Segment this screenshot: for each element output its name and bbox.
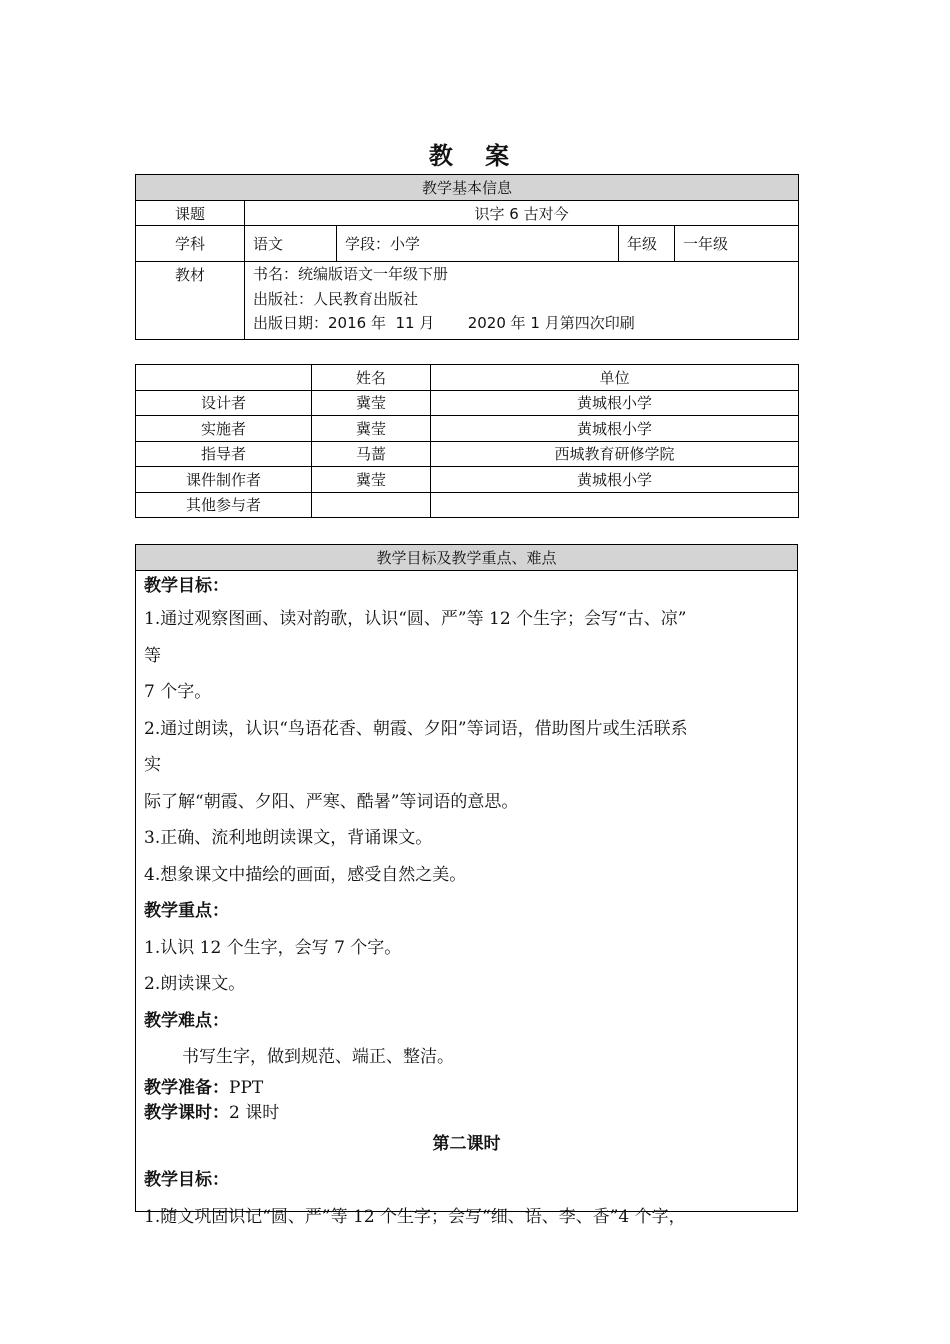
goal-line: 实 [144,755,161,775]
goal-line: 7 个字。 [144,682,212,702]
unit-cell: 黄城根小学 [431,416,799,442]
goal-line: 等 [144,645,161,666]
goal-title: 教学目标： [144,576,229,596]
subject-value: 语文 [245,226,337,262]
goals-table [135,544,798,1227]
people-header-row [136,365,799,391]
table-row [136,416,799,442]
material-book: 书名：统编版语文一年级下册 [253,265,449,283]
difficulty-title: 教学难点： [144,1010,229,1031]
material-date: 出版日期：2016 年 11 月 2020 年 1 月第四次印刷 [253,314,635,332]
unit-cell: 西城教育研修学院 [431,441,799,467]
role-cell: 设计者 [136,390,312,416]
name-cell: 冀莹 [312,416,431,442]
key-line: 2.朗读课文。 [144,974,246,994]
people-table [135,364,799,518]
unit-cell [431,492,799,518]
material-publisher: 出版社：人民教育出版社 [253,289,419,308]
table-row [136,441,799,467]
unit-cell: 黄城根小学 [431,467,799,493]
hours-line [144,1101,789,1126]
name-cell: 冀莹 [312,467,431,493]
unit-cell: 黄城根小学 [431,390,799,416]
stage-value: 学段：小学 [337,226,619,262]
goal-line: 2.通过朗读，认识“鸟语花香、朝霞、夕阳”等词语，借助图片或生活联系 [144,718,688,739]
material-info [245,262,799,340]
goal-line: 3.正确、流利地朗读课文，背诵课文。 [144,828,433,848]
basic-info-header: 教学基本信息 [136,175,799,201]
goal-line: 际了解“朝霞、夕阳、严寒、酷暑”等词语的意思。 [144,791,519,812]
goal-title-2: 教学目标： [144,1170,229,1190]
topic-value: 识字 6 古对今 [245,201,799,226]
people-header-unit: 单位 [431,365,799,391]
name-cell: 冀莹 [312,390,431,416]
prep-value: PPT [229,1077,264,1098]
prep-line [144,1076,789,1101]
material-label: 教材 [136,262,245,340]
hours-value: 2 课时 [229,1102,280,1123]
key-title: 教学重点： [144,901,229,921]
grade-value: 一年级 [675,226,799,262]
page-title: 教 案 [428,141,522,170]
grade-label: 年级 [619,226,675,262]
name-cell: 马蔷 [312,441,431,467]
second-lesson-heading: 第二课时 [432,1133,501,1154]
goals-header: 教学目标及教学重点、难点 [136,545,798,571]
table-row [136,390,799,416]
people-header-name: 姓名 [312,365,431,391]
hours-label: 教学课时： [144,1102,229,1123]
role-cell: 实施者 [136,416,312,442]
basic-info-table [135,174,799,340]
role-cell: 课件制作者 [136,467,312,493]
key-line: 1.认识 12 个生字，会写 7 个字。 [144,937,402,958]
role-cell: 指导者 [136,441,312,467]
goals-body [136,571,798,1227]
difficulty-text: 书写生字，做到规范、端正、整洁。 [182,1047,454,1067]
topic-label: 课题 [136,201,245,226]
people-header-blank [136,365,312,391]
goal2-line: 1.随文巩固识记“圆、严”等 12 个生字；会写“细、语、李、香”4 个字， [144,1206,686,1227]
subject-label: 学科 [136,226,245,262]
name-cell [312,492,431,518]
role-cell: 其他参与者 [136,492,312,518]
table-row [136,492,799,518]
goal-line: 4.想象课文中描绘的画面，感受自然之美。 [144,864,467,885]
table-row [136,467,799,493]
prep-label: 教学准备： [144,1077,229,1098]
goal-line: 1.通过观察图画、读对韵歌，认识“圆、严”等 12 个生字；会写“古、凉” [144,609,687,629]
